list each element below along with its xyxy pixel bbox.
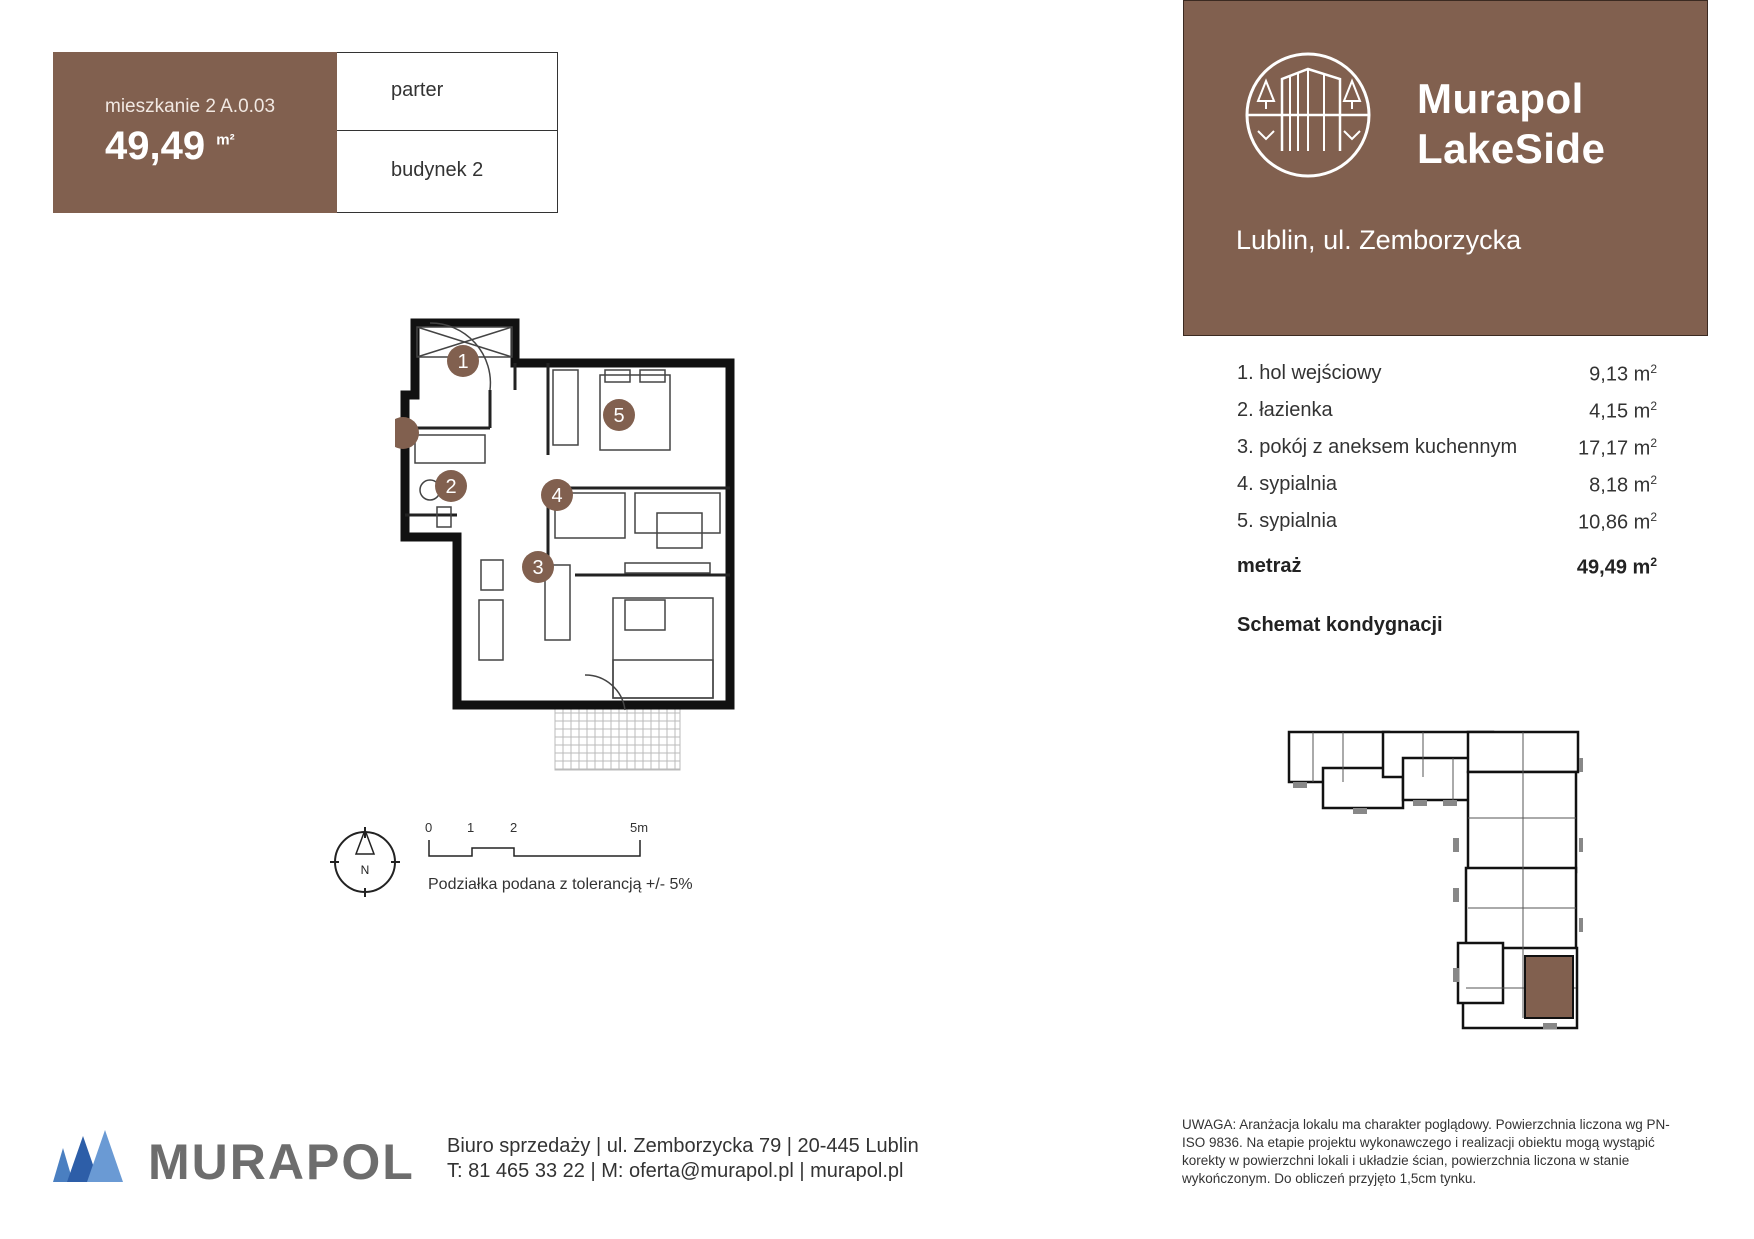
murapol-logo-icon [53, 1126, 125, 1182]
room-area: 8,18 $m^2$ [1589, 473, 1657, 497]
room-area: 10,86 $m^2$ [1578, 510, 1657, 534]
apartment-area-value: 49,49 [105, 124, 206, 168]
disclaimer-note: UWAGA: Aranżacja lokalu ma charakter poglądowy. Powierzchnia liczona wg PN-ISO 9836. Na etapie projektu wykonawczego i realizacji obiektu mogą wystąpić korekty w powierzchni lokali i układzie ścian, powierzchnia liczona w stanie wykończonym. Do obliczeń przyjęto 1,5cm tynku. [1182, 1117, 1670, 1186]
room-marker-2-badge [434, 469, 468, 503]
room-row [1237, 436, 1657, 473]
room-marker-4: 4 [551, 485, 563, 507]
floor-cell [337, 52, 558, 131]
room-name: 4. sypialnia [1237, 473, 1338, 495]
building-cell [337, 131, 558, 213]
total-row [1237, 555, 1657, 595]
room-area: 9,13 $m^2$ [1589, 362, 1657, 386]
lakeside-logo-icon [1244, 51, 1372, 179]
room-marker-3: 3 [532, 557, 544, 579]
scale-note: Podziałka podana z tolerancją +/- 5% [428, 876, 693, 893]
apartment-highlight [1525, 956, 1573, 1018]
floor-label: parter [391, 79, 444, 101]
compass-icon [330, 822, 400, 897]
room-row [1237, 362, 1657, 399]
scale-bar [428, 836, 653, 860]
room-marker-2: 2 [445, 476, 457, 498]
brand-location: Lublin, ul. Zemborzycka [1236, 225, 1522, 255]
room-area: 17,17 $m^2$ [1578, 436, 1657, 460]
scale-tick: 5m [630, 820, 649, 835]
floor-plan [395, 315, 755, 775]
scale-tick: 1 [467, 820, 475, 835]
room-marker-1: 1 [457, 351, 469, 373]
room-row [1237, 473, 1657, 510]
building-label: budynek 2 [391, 159, 484, 181]
footer-contact: T: 81 465 33 22 | M: oferta@murapol.pl | murapol.pl [447, 1160, 904, 1182]
apartment-label: mieszkanie 2 A.0.03 [105, 96, 276, 117]
scale-tick: 2 [510, 820, 518, 835]
floor-schema-plan [1283, 718, 1583, 1040]
room-name: 5. sypialnia [1237, 510, 1338, 532]
room-marker-5: 5 [613, 405, 625, 427]
balcony-grid [555, 705, 680, 770]
total-label: metraż [1237, 555, 1302, 577]
room-name: 1. hol wejściowy [1237, 362, 1382, 384]
apartment-area [105, 124, 235, 169]
total-area: 49,49 $m^2$ [1576, 555, 1657, 579]
brand-panel [1183, 0, 1708, 336]
apartment-area-unit: m² [216, 131, 235, 149]
compass-label: N [360, 863, 370, 877]
brand-name-line2: LakeSide [1417, 125, 1606, 172]
room-row [1237, 510, 1657, 547]
room-area: 4,15 $m^2$ [1589, 399, 1657, 423]
room-row [1237, 399, 1657, 436]
footer-address: Biuro sprzedaży | ul. Zemborzycka 79 | 20-445 Lublin [447, 1135, 919, 1157]
murapol-logo-text: MURAPOL [148, 1134, 415, 1190]
brand-name-line1: Murapol [1417, 75, 1584, 122]
floor-schema-title: Schemat kondygnacji [1237, 614, 1443, 636]
apartment-summary-box [53, 52, 337, 213]
room-name: 2. łazienka [1237, 399, 1333, 421]
rooms-table [1237, 362, 1657, 595]
room-name: 3. pokój z aneksem kuchennym [1237, 436, 1518, 458]
scale-tick: 0 [425, 820, 433, 835]
